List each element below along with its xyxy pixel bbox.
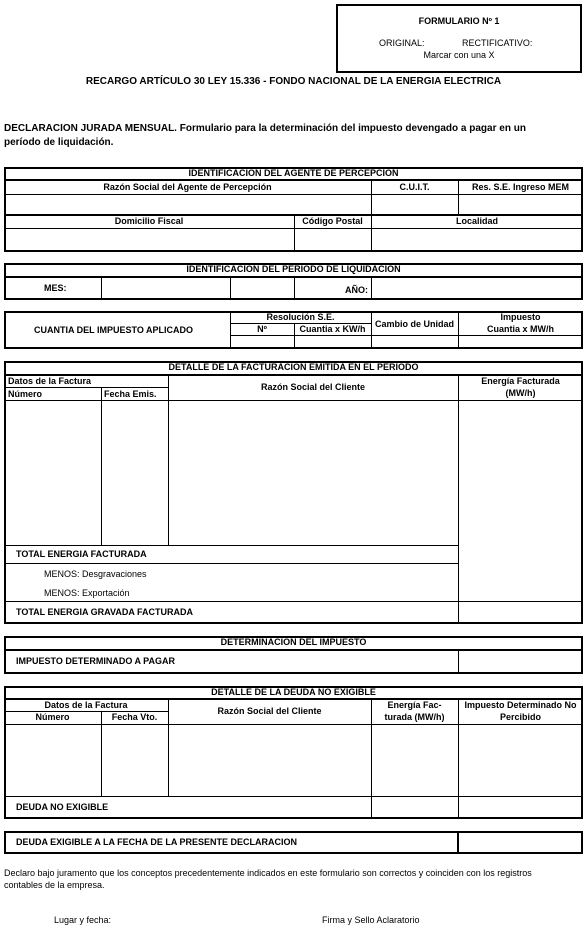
deuda-datos-factura-label: Datos de la Factura — [44, 700, 128, 710]
factura-numero-column[interactable] — [6, 402, 100, 544]
deuda-energia-col-label-2: turada (MW/h) — [384, 712, 445, 722]
deuda-impuesto-col-label-1: Impuesto Determinado No — [464, 700, 577, 710]
deuda-fecha-column[interactable] — [102, 726, 167, 795]
declaration-line-1: DECLARACION JURADA MENSUAL. Formulario para la determinación del impuesto devengado a pagar en un — [4, 123, 526, 134]
codigo-postal-field[interactable] — [295, 229, 370, 250]
agent-section-title: IDENTIFICACION DEL AGENTE DE PERCEPCION — [188, 168, 399, 178]
cambio-unidad-field[interactable] — [372, 336, 457, 347]
deuda-exigible-field[interactable] — [460, 833, 581, 852]
fecha-emis-col-label: Fecha Emis. — [104, 389, 157, 399]
cuantia-mwh-field[interactable] — [459, 336, 581, 347]
domicilio-field[interactable] — [6, 229, 293, 250]
factura-fecha-column[interactable] — [102, 402, 167, 544]
domicilio-label: Domicilio Fiscal — [114, 216, 184, 226]
razon-social-field[interactable] — [6, 195, 370, 213]
deuda-fecha-vto-col-label: Fecha Vto. — [111, 712, 158, 722]
cuantia-kwh-field[interactable] — [295, 336, 370, 347]
deuda-exigible-label: DEUDA EXIGIBLE A LA FECHA DE LA PRESENTE DECLARACION — [16, 837, 298, 847]
deuda-numero-col-label: Número — [35, 712, 70, 722]
deuda-impuesto-column[interactable] — [459, 726, 581, 795]
cuit-label: C.U.I.T. — [399, 182, 430, 192]
energia-col-label-2: (MW/h) — [505, 388, 536, 398]
datos-factura-label: Datos de la Factura — [8, 376, 92, 386]
res-se-field[interactable] — [459, 195, 581, 213]
codigo-postal-label: Código Postal — [302, 216, 363, 226]
numero-col-label: Número — [8, 389, 43, 399]
deuda-no-exigible-energia-field[interactable] — [372, 797, 457, 817]
original-option[interactable]: ORIGINAL: — [379, 38, 425, 48]
razon-cliente-col-label: Razón Social del Cliente — [260, 382, 366, 392]
factura-cliente-column[interactable] — [169, 402, 457, 544]
mes-label: MES: — [44, 283, 67, 293]
deuda-cliente-column[interactable] — [169, 726, 370, 795]
deuda-no-exigible-label: DEUDA NO EXIGIBLE — [16, 802, 109, 812]
deuda-section-title: DETALLE DE LA DEUDA NO EXIGIBLE — [211, 687, 376, 697]
mark-hint: Marcar con una X — [423, 50, 495, 60]
resolucion-label: Resolución S.E. — [266, 312, 335, 322]
form-title: FORMULARIO Nº 1 — [418, 16, 500, 26]
declaro-line-2: contables de la empresa. — [4, 880, 105, 890]
total-energia-label: TOTAL ENERGIA FACTURADA — [16, 549, 147, 559]
period-section-title: IDENTIFICACION DEL PERIODO DE LIQUIDACION — [186, 264, 401, 274]
deuda-no-exigible-impuesto-field[interactable] — [459, 797, 581, 817]
total-gravada-field[interactable] — [459, 603, 581, 622]
menos-export-label: MENOS: Exportación — [44, 588, 130, 598]
main-title: RECARGO ARTÍCULO 30 LEY 15.336 - FONDO NACIONAL DE LA ENERGIA ELECTRICA — [85, 76, 502, 87]
cuit-field[interactable] — [372, 195, 457, 213]
resolucion-numero-field[interactable] — [231, 336, 293, 347]
determinacion-section-title: DETERMINACION DEL IMPUESTO — [220, 637, 367, 647]
deuda-impuesto-col-label-2: Percibido — [499, 712, 541, 722]
impuesto-determinado-field[interactable] — [459, 651, 581, 672]
total-gravada-label: TOTAL ENERGIA GRAVADA FACTURADA — [16, 607, 193, 617]
energia-col-label-1: Energía Facturada — [481, 376, 560, 386]
form-number-box — [336, 4, 582, 73]
menos-desgrav-label: MENOS: Desgravaciones — [44, 569, 147, 579]
rectificativo-option[interactable]: RECTIFICATIVO: — [462, 38, 533, 48]
anio-label: AÑO: — [345, 285, 368, 295]
firma-sello-label: Firma y Sello Aclaratorio — [322, 915, 420, 925]
lugar-fecha-label: Lugar y fecha: — [54, 915, 112, 925]
resolucion-numero-label: Nº — [257, 324, 267, 334]
deuda-energia-column[interactable] — [372, 726, 457, 795]
localidad-field[interactable] — [372, 229, 581, 250]
localidad-label: Localidad — [455, 216, 498, 226]
impuesto-determinado-label: IMPUESTO DETERMINADO A PAGAR — [16, 656, 176, 666]
deuda-energia-col-label-1: Energía Fac- — [387, 700, 442, 710]
cuantia-label: CUANTIA DEL IMPUESTO APLICADO — [34, 325, 194, 335]
cuantia-mwh-label: Cuantia x MW/h — [487, 324, 554, 334]
mes-field[interactable] — [102, 278, 230, 298]
cuantia-kwh-label: Cuantia x KW/h — [299, 324, 366, 334]
razon-social-label: Razón Social del Agente de Percepción — [103, 182, 272, 192]
deuda-numero-column[interactable] — [6, 726, 100, 795]
facturacion-section-title: DETALLE DE LA FACTURACION EMITIDA EN EL PERIODO — [168, 362, 419, 372]
declaration-line-2: período de liquidación. — [4, 137, 114, 148]
deuda-razon-cliente-col-label: Razón Social del Cliente — [217, 706, 322, 716]
impuesto-label: Impuesto — [500, 312, 541, 322]
factura-energia-column[interactable] — [459, 402, 581, 602]
declaro-line-1: Declaro bajo juramento que los conceptos precedentemente indicados en este formulario son correctos y coinciden con los registros — [4, 868, 532, 878]
anio-field[interactable] — [372, 278, 581, 298]
cambio-unidad-label: Cambio de Unidad — [374, 319, 454, 329]
res-se-label: Res. S.E. Ingreso MEM — [471, 182, 570, 192]
